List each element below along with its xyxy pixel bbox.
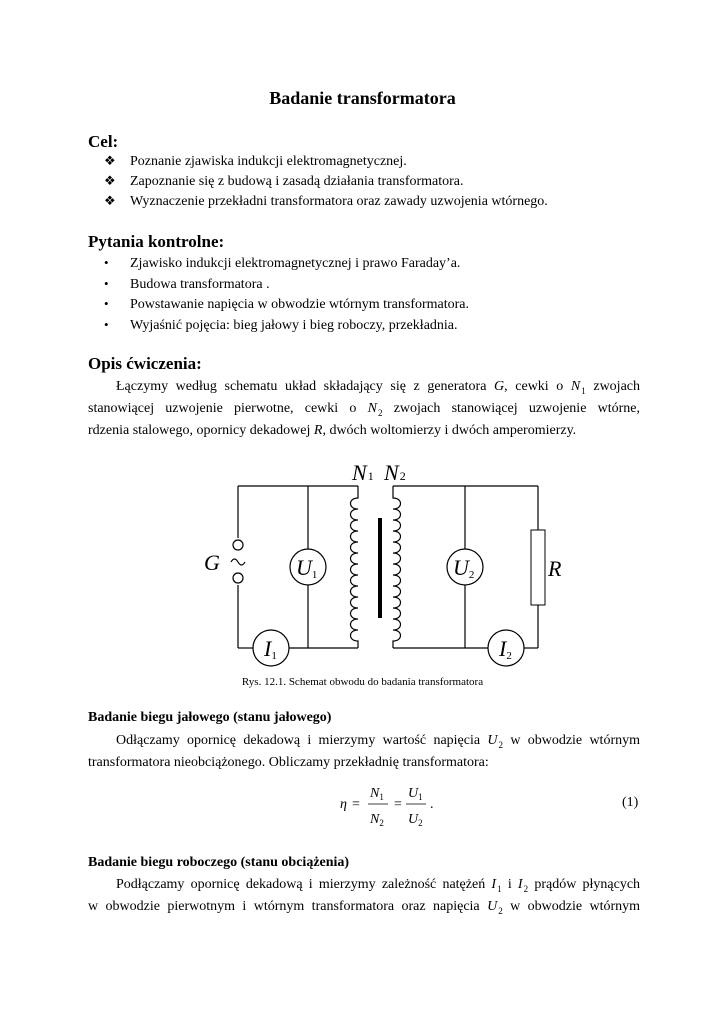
dot-bullet-icon: •	[104, 317, 109, 332]
diamond-bullet-icon: ❖	[104, 193, 116, 208]
diamond-bullet-icon: ❖	[104, 153, 116, 168]
svg-text:.: .	[430, 797, 434, 812]
equation-1	[338, 780, 478, 830]
resistor	[531, 530, 545, 605]
diamond-bullet-icon: ❖	[104, 173, 116, 188]
svg-text:N2: $N_2$	[370, 812, 384, 828]
circuit-diagram	[0, 450, 725, 680]
bieg-roboczy-heading: Badanie biegu roboczego (stanu obciążenia)	[88, 855, 350, 870]
dot-bullet-icon: •	[104, 296, 109, 311]
pytania-item: • Budowa transformatora .	[104, 276, 270, 292]
pytania-item: • Wyjaśnić pojęcia: bieg jałowy i bieg roboczy, przekładnia.	[104, 317, 458, 333]
bieg-jalowy-line-2: transformatora nieobciążonego. Obliczamy przekładnię transformatora:	[88, 755, 489, 770]
bieg-jalowy-heading: Badanie biegu jałowego (stanu jałowego)	[88, 710, 332, 725]
figure-caption: Rys. 12.1. Schemat obwodu do badania transformatora	[241, 676, 484, 688]
opis-line-2: stanowiącej uzwojenie pierwotne, cewki o $N_2$ zwojach stanowiącej uzwojenie wtórne,	[88, 401, 641, 418]
pytania-item: • Powstawanie napięcia w obwodzie wtórnym transformatora.	[104, 296, 470, 312]
label-I1: I1	[264, 636, 277, 662]
symbol-G: G	[494, 379, 505, 394]
cel-item: ❖ Wyznaczenie przekładni transformatora oraz zawady uzwojenia wtórnego.	[104, 193, 548, 209]
svg-text:=: =	[352, 797, 360, 812]
cel-item: ❖ Poznanie zjawiska indukcji elektromagnetycznej.	[104, 153, 407, 169]
svg-text:U2: $U_2$	[408, 812, 423, 828]
dot-bullet-icon: •	[104, 255, 109, 270]
label-U2: U2	[453, 555, 475, 581]
label-R: R	[548, 556, 562, 581]
bieg-roboczy-line-2: w obwodzie pierwotnym i wtórnym transformatora oraz napięcia $U_2$ w obwodzie wtórnym	[88, 899, 641, 916]
label-G: G	[204, 550, 220, 575]
generator-symbol	[231, 540, 245, 583]
cel-heading: Cel:	[88, 132, 119, 151]
equation-number: (1)	[622, 795, 639, 810]
svg-text:N1: $N_1$	[370, 786, 384, 802]
label-N2: N2	[384, 460, 406, 485]
svg-text:U1: $U_1$	[408, 786, 423, 802]
opis-line-3: rdzenia stalowego, opornicy dekadowej R, dwóch woltomierzy i dwóch amperomierzy.	[88, 423, 577, 438]
label-I2: I2	[499, 636, 512, 662]
opis-heading: Opis ćwiczenia:	[88, 354, 202, 373]
opis-line-1: Łączymy według schematu układ składający się z generatora G, cewki o $N_1$ zwojach	[116, 379, 641, 396]
label-N1: N1	[352, 460, 374, 485]
svg-text:=: =	[394, 797, 402, 812]
pytania-item: • Zjawisko indukcji elektromagnetycznej i prawo Faraday’a.	[104, 255, 461, 271]
dot-bullet-icon: •	[104, 276, 109, 291]
svg-text:η: η	[340, 797, 347, 812]
bieg-jalowy-line-1: Odłączamy opornicę dekadową i mierzymy wartość napięcia $U_2$ w obwodzie wtórnym	[116, 733, 640, 750]
cel-item: ❖ Zapoznanie się z budową i zasadą działania transformatora.	[104, 173, 464, 189]
page-title: Badanie transformatora	[269, 88, 456, 108]
pytania-heading: Pytania kontrolne:	[88, 232, 225, 251]
label-U1: U1	[296, 555, 318, 581]
bieg-roboczy-line-1: Podłączamy opornicę dekadową i mierzymy zależność natężeń $I_1$ i $I_2$ prądów płynących	[116, 877, 641, 894]
